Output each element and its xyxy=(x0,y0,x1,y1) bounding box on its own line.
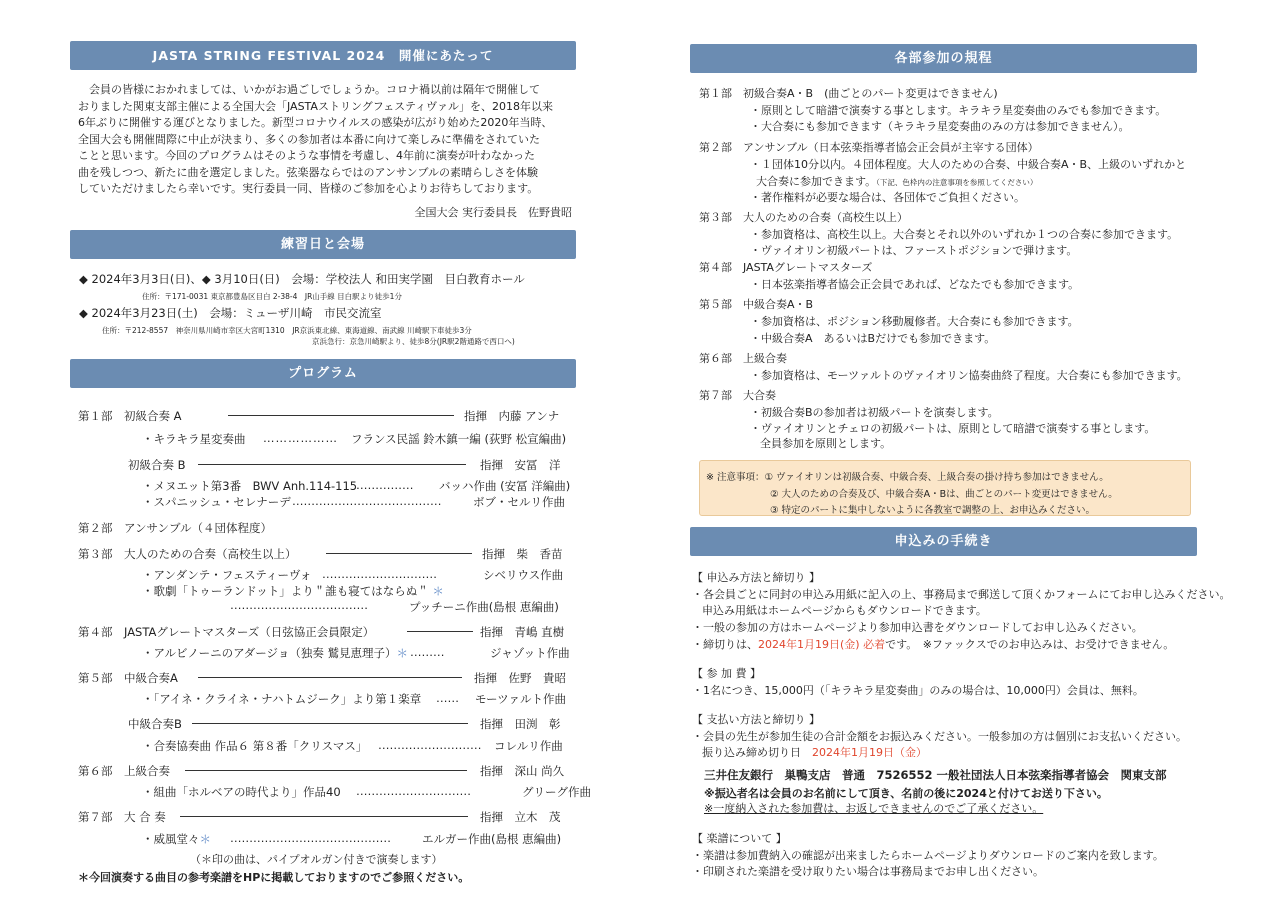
piece: ・キラキラ星変奏曲 xyxy=(142,432,246,446)
apply-line: 申込み用紙はホームページからもダウンロードできます。 xyxy=(702,604,987,617)
practice-date-1: ◆ 2024年3月3日(日)、◆ 3月10日(日) 会場：学校法人 和田実学園 目白教育ホール xyxy=(79,272,525,286)
notice-line: ③ 特定のパートに集中しないように各教室で調整の上、お申込みください。 xyxy=(770,505,1096,516)
intro-line: 全国大会も開催間際に中止が決まり、多くの参加者は本番に向けて楽しみに準備をされていた xyxy=(78,132,540,146)
apply-title-text: 申込みの手続き xyxy=(894,534,993,549)
rule-item: ・１団体10分以内。４団体程度。大人のための合奏、中級合奏A・B、上級のいずれかと xyxy=(750,158,1187,171)
rule-part: 第４部 JASTAグレートマスターズ xyxy=(699,261,873,274)
score-line: ・印刷された楽譜を受け取りたい場合は事務局までお申し出ください。 xyxy=(692,865,1044,878)
conductor: 指揮 青嶋 直樹 xyxy=(480,625,565,639)
program-part: 第４部 JASTAグレートマスターズ（日弦協正会員限定） xyxy=(78,625,375,639)
leader-dots: ……… xyxy=(410,645,445,659)
organ-star-icon: ＊ xyxy=(199,832,211,846)
apply-line xyxy=(692,637,1174,654)
piece xyxy=(142,583,444,599)
rule-item: ・ヴァイオリン初級パートは、ファーストポジションで弾けます。 xyxy=(750,244,1078,257)
practice-address-2b: 京浜急行：京急川崎駅より、徒歩8分(JR駅2階通路で西口へ) xyxy=(312,337,515,346)
apply-line: ・一般の参加の方はホームページより参加申込書をダウンロードしてお申し込みください。 xyxy=(692,621,1143,634)
piece-composer: フランス民謡 鈴木鎮一編 (荻野 松宣編曲) xyxy=(351,432,567,446)
conductor: 指揮 深山 尚久 xyxy=(480,764,565,778)
practice-title-text: 練習日と会場 xyxy=(280,237,365,252)
part-label: 第１部 初級合奏 A xyxy=(78,409,182,423)
notice-box xyxy=(699,460,1191,516)
piece: ・メヌエット第3番 BWV Anh.114-115 xyxy=(142,479,358,493)
intro-paragraph xyxy=(78,82,570,198)
program-part: 初級合奏 B xyxy=(128,458,186,472)
program-part: 第５部 中級合奏A xyxy=(78,671,178,685)
divider-line xyxy=(185,770,467,771)
divider-line xyxy=(180,816,468,817)
score-note: ＊今回演奏する曲目の参考楽譜をHPに掲載しておりますのでご参照ください。 xyxy=(78,871,470,884)
leader-dots: ………………………………… xyxy=(292,494,442,508)
intro-line: おりました関東支部主催による全国大会「JASTAストリングフェスティヴァル」を、2018年以来 xyxy=(78,99,553,113)
refund-note: ※一度納入された参加費は、お返しできませんのでご了承ください。 xyxy=(704,802,1044,815)
festival-title xyxy=(70,41,576,70)
rules-title xyxy=(690,44,1197,73)
festival-title-text: JASTA STRING FESTIVAL 2024 開催にあたって xyxy=(152,48,494,63)
fee-line: ・1名につき、15,000円（「キラキラ星変奏曲」のみの場合は、10,000円）会員は、無料。 xyxy=(692,684,1144,697)
rule-part: 第５部 中級合奏A・B xyxy=(699,298,814,311)
rule-text: 大合奏に参加できます。 xyxy=(756,175,877,188)
piece-composer: モーツァルト作曲 xyxy=(475,692,566,706)
conductor: 指揮 佐野 貴昭 xyxy=(474,671,566,685)
organ-note: （＊印の曲は、パイプオルガン付きで演奏します） xyxy=(190,853,443,866)
rule-item: ・中級合奏A あるいはBだけでも参加できます。 xyxy=(750,332,996,345)
intro-line: 6年ぶりに開催する運びとなりました。新型コロナウイルスの感染が広がり始めた2020年当時、 xyxy=(78,116,553,129)
piece-title: ・アルビノーニのアダージョ（独奏 鷲見恵理子） xyxy=(142,646,397,660)
divider-line xyxy=(198,464,466,465)
piece: ・アンダンテ・フェスティーヴォ xyxy=(142,568,312,582)
program-part: 第２部 アンサンブル（４団体程度） xyxy=(78,521,273,535)
piece-composer: コレルリ作曲 xyxy=(494,739,563,753)
rule-part: 第６部 上級合奏 xyxy=(699,352,787,365)
rule-item: ・著作権料が必要な場合は、各団体でご負担ください。 xyxy=(750,191,1025,204)
program-part: 第６部 上級合奏 xyxy=(78,764,170,778)
rules-title-text: 各部参加の規程 xyxy=(894,51,993,66)
program-part: 第７部 大 合 奏 xyxy=(78,810,166,824)
rule-part: 第３部 大人のための合奏（高校生以上） xyxy=(699,211,908,224)
deadline-rest: です。 ※ファックスでのお申込みは、お受けできません。 xyxy=(885,638,1175,651)
conductor: 指揮 柴 香苗 xyxy=(482,547,563,561)
payment-line: ・会員の先生が参加生徒の合計金額をお振込みください。一般参加の方は個別にお支払いください。 xyxy=(692,730,1187,743)
rule-item: ・参加資格は、高校生以上。大合奏とそれ以外のいずれか１つの合奏に参加できます。 xyxy=(750,228,1179,241)
organ-star-icon: ＊ xyxy=(396,646,408,660)
leader-dots: …………………………………… xyxy=(230,831,391,845)
section-heading: 【 楽譜について 】 xyxy=(692,832,787,845)
organ-star-icon: ＊ xyxy=(432,584,444,598)
practice-address-1: 住所：〒171-0031 東京都豊島区目白 2-38-4 JR山手線 目白駅より徒歩1分 xyxy=(142,292,402,301)
rule-item: 全員参加を原則とします。 xyxy=(760,437,892,450)
piece: ・スパニッシュ・セレナーデ xyxy=(142,495,291,509)
practice-date-2: ◆ 2024年3月23日(土) 会場：ミューザ川崎 市民交流室 xyxy=(79,306,382,320)
leader-dots: ……………… xyxy=(263,431,338,445)
piece-title: ・歌劇「トゥーランドット」より＂誰も寝てはならぬ＂ xyxy=(142,584,429,598)
conductor: 指揮 安冨 洋 xyxy=(480,458,561,472)
piece: ・組曲「ホルベアの時代より」作品40 xyxy=(142,785,341,799)
piece-composer: バッハ作曲 (安冨 洋編曲) xyxy=(439,479,571,493)
divider-line xyxy=(407,631,473,632)
apply-title xyxy=(690,527,1197,556)
rule-item: ・原則として暗譜で演奏する事とします。キラキラ星変奏曲のみでも参加できます。 xyxy=(750,104,1167,117)
program-part: 中級合奏B xyxy=(128,717,182,731)
leader-dots: ………………………… xyxy=(356,784,471,798)
rule-item: ・参加資格は、ポジション移動履修者。大合奏にも参加できます。 xyxy=(750,315,1079,328)
program-part: 第３部 大人のための合奏（高校生以上） xyxy=(78,547,297,561)
notice-line: ② 大人のための合奏及び、中級合奏A・Bは、曲ごとのパート変更はできません。 xyxy=(770,489,1118,500)
practice-address-2a: 住所：〒212-8557 神奈川県川崎市幸区大宮町1310 JR京浜東北線、東海道線、南武線 川崎駅下車徒歩3分 xyxy=(102,326,472,335)
piece-title: ・威風堂々 xyxy=(142,832,200,846)
divider-line xyxy=(228,415,454,416)
rule-small-note: （下記、色枠内の注意事項を参照してください） xyxy=(876,178,1038,187)
leader-dots: ……………………… xyxy=(378,738,482,752)
rule-part: 第１部 初級合奏A・B (曲ごとのパート変更はできません) xyxy=(699,87,998,100)
piece-composer: ボブ・セルリ作曲 xyxy=(473,495,565,509)
payment-deadline-label: 振り込み締め切り日 xyxy=(702,746,812,759)
section-heading: 【 申込み方法と締切り 】 xyxy=(692,571,820,584)
piece: ・合奏協奏曲 作品６ 第８番「クリスマス」 xyxy=(142,739,368,753)
leader-dots: …………… xyxy=(356,478,414,492)
deadline-date: 2024年1月19日(金) 必着 xyxy=(758,638,886,651)
intro-line: していただけましたら幸いです。実行委員一同、皆様のご参加を心よりお待ちしております。 xyxy=(78,182,539,195)
rule-item: ・初級合奏Bの参加者は初級パートを演奏します。 xyxy=(750,406,999,419)
conductor: 指揮 内藤 アンナ xyxy=(464,409,560,423)
intro-line: 会員の皆様におかれましては、いかがお過ごしでしょうか。コロナ禍以前は隔年で開催して xyxy=(89,83,540,96)
program-title xyxy=(70,359,576,388)
divider-line xyxy=(192,723,468,724)
apply-line: ・各会員ごとに同封の申込み用紙に記入の上、事務局まで郵送して頂くかフォームにてお申し込みください。 xyxy=(692,588,1231,601)
rule-part: 第７部 大合奏 xyxy=(699,389,776,402)
divider-line xyxy=(326,553,472,554)
rule-item: ・ヴァイオリンとチェロの初級パートは、原則として暗譜で演奏する事とします。 xyxy=(750,422,1156,435)
leader-dots: ……………………………… xyxy=(230,598,368,612)
piece: ・「アイネ・クライネ・ナハトムジーク」より第１楽章 xyxy=(142,692,422,706)
conductor: 指揮 立木 茂 xyxy=(480,810,561,824)
rule-item xyxy=(756,174,1037,191)
piece-composer: グリーグ作曲 xyxy=(522,785,591,799)
rule-item: ・参加資格は、モーツァルトのヴァイオリン協奏曲終了程度。大合奏にも参加できます。 xyxy=(750,369,1188,382)
divider-line xyxy=(198,677,462,678)
piece-composer: エルガー作曲(島根 恵編曲) xyxy=(422,832,562,846)
piece xyxy=(142,645,408,661)
piece xyxy=(142,831,211,847)
rule-item: ・日本弦楽指導者協会正会員であれば、どなたでも参加できます。 xyxy=(750,278,1080,291)
notice-line: ※ 注意事項：① ヴァイオリンは初級合奏、中級合奏、上級合奏の掛け持ち参加はできません。 xyxy=(706,472,1109,483)
program-part xyxy=(78,408,182,424)
section-heading: 【 支払い方法と締切り 】 xyxy=(692,713,820,726)
payment-deadline-date: 2024年1月19日（金） xyxy=(812,746,927,759)
signature: 全国大会 実行委員長 佐野貴昭 xyxy=(414,206,572,219)
intro-line: ことと思います。今回のプログラムはそのような事情を考慮し、4年前に演奏が叶わなかった xyxy=(78,149,536,162)
payment-line xyxy=(702,745,927,762)
practice-title xyxy=(70,230,576,259)
rule-item: ・大合奏にも参加できます（キラキラ星変奏曲のみの方は参加できません）。 xyxy=(750,120,1130,133)
intro-line: 曲を残しつつ、新たに曲を選定しました。弦楽器ならではのアンサンブルの素晴らしさを体験 xyxy=(78,165,539,179)
deadline-label: ・締切りは、 xyxy=(692,638,758,651)
piece-composer: プッチーニ作曲(島根 恵編曲) xyxy=(409,600,559,614)
piece-composer: ジャゾット作曲 xyxy=(490,646,570,660)
leader-dots: ………………………… xyxy=(322,567,437,581)
bank-account: 三井住友銀行 巣鴨支店 普通 7526552 一般社団法人日本弦楽指導者協会 関東支部 xyxy=(704,768,1167,782)
score-line: ・楽譜は参加費納入の確認が出来ましたらホームページよりダウンロードのご案内を致します。 xyxy=(692,849,1164,862)
rule-part: 第２部 アンサンブル（日本弦楽指導者協会正会員が主宰する団体） xyxy=(699,141,1039,154)
bank-note: ※振込者名は会員のお名前にして頂き、名前の後に2024と付けてお送り下さい。 xyxy=(704,787,1108,800)
conductor: 指揮 田渕 彰 xyxy=(480,717,561,731)
program-title-text: プログラム xyxy=(288,366,358,381)
piece-composer: シベリウス作曲 xyxy=(483,568,564,582)
leader-dots: …… xyxy=(436,691,459,705)
section-heading: 【 参 加 費 】 xyxy=(692,667,761,680)
